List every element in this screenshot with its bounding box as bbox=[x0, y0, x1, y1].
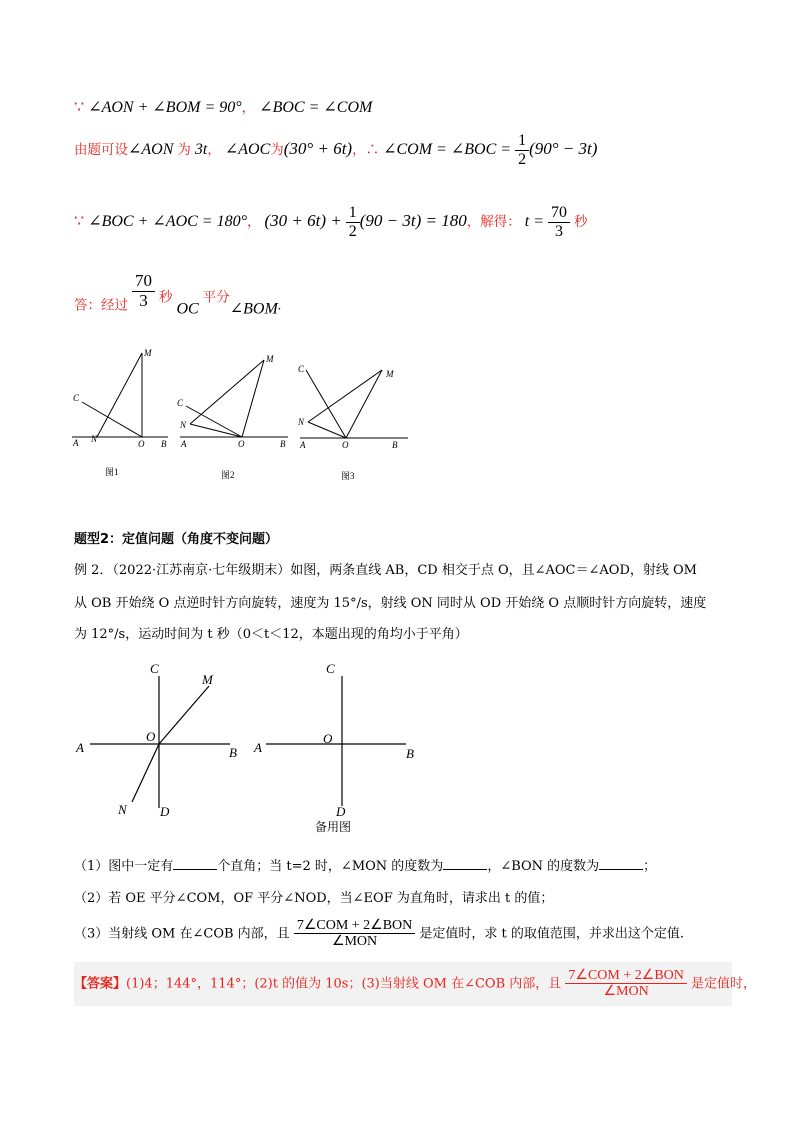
denominator: ∠MON bbox=[331, 934, 378, 950]
text: ，解得： bbox=[466, 213, 521, 229]
fig1-ray-oc bbox=[82, 402, 142, 437]
fraction bbox=[548, 204, 570, 240]
text: 是定值时，求 t 的取值范围，并求出这个定值. bbox=[419, 926, 685, 942]
spare-label-b: B bbox=[406, 746, 414, 761]
label-n: N bbox=[118, 802, 127, 817]
ray-om bbox=[159, 686, 209, 744]
numerator: 70 bbox=[132, 272, 155, 292]
spare-caption: 备用图 bbox=[315, 820, 352, 834]
fig-label: O bbox=[238, 439, 245, 449]
answer-blank[interactable] bbox=[173, 857, 217, 870]
fraction bbox=[294, 918, 415, 950]
fig2-ray-oc bbox=[186, 406, 242, 437]
numerator: 7∠COM + 2∠BON bbox=[294, 918, 415, 934]
math: ∠BOM bbox=[229, 300, 278, 318]
fig-label: O bbox=[342, 440, 349, 450]
fig3-caption: 图3 bbox=[341, 471, 355, 481]
fig3-line-mn bbox=[308, 370, 382, 422]
label-b: B bbox=[229, 745, 237, 760]
equation: ∠BOC = ∠COM bbox=[259, 99, 373, 116]
answer-blank[interactable] bbox=[443, 857, 487, 870]
denominator: ∠MON bbox=[603, 984, 649, 1000]
fig2-ray-om bbox=[242, 360, 264, 437]
text: （1）图中一定有 bbox=[74, 859, 174, 874]
example-line-2: 从 OB 开始绕 O 点逆时针方向旋转，速度为 15°/s，射线 ON 同时从 OD 开始绕 O 点顺时针方向旋转，速度 bbox=[74, 596, 707, 611]
answer-text: 是定值时， bbox=[691, 976, 757, 992]
numerator: 7∠COM + 2∠BON bbox=[565, 968, 686, 984]
text: ， bbox=[207, 141, 221, 157]
solution-line-3 bbox=[74, 204, 588, 240]
fig-label: N bbox=[298, 417, 305, 427]
fig-label: A bbox=[181, 439, 187, 449]
question-2: （2）若 OE 平分∠COM，OF 平分∠NOD，当∠EOF 为直角时，请求出 t 的值； bbox=[74, 891, 554, 906]
fig-label: M bbox=[266, 354, 274, 364]
math: (30 + 6t) + bbox=[264, 210, 342, 230]
text: 为 bbox=[177, 141, 191, 157]
ray-on bbox=[132, 744, 159, 802]
fig3-ray-on bbox=[308, 422, 346, 438]
label-m: M bbox=[202, 672, 213, 687]
fig-label: C bbox=[298, 364, 305, 374]
math: 3t bbox=[194, 140, 208, 158]
answer-blank[interactable] bbox=[599, 857, 643, 870]
figures-1-3 bbox=[60, 340, 420, 490]
fig-label: N bbox=[91, 434, 98, 444]
fraction bbox=[132, 272, 155, 310]
fig-label: C bbox=[177, 398, 184, 408]
text: 个直角；当 t=2 时，∠MON 的度数为 bbox=[217, 859, 444, 874]
fraction bbox=[515, 132, 529, 168]
text: 秒 bbox=[574, 213, 588, 229]
denominator: 3 bbox=[555, 222, 563, 240]
math: (90 − 3t) = 180 bbox=[359, 210, 467, 230]
fig1-caption: 图1 bbox=[105, 467, 119, 477]
text: 为 bbox=[270, 141, 284, 157]
text: ，∴ bbox=[352, 141, 380, 157]
label-c: C bbox=[150, 661, 159, 676]
fig-label: O bbox=[138, 439, 145, 449]
fig-label: A bbox=[73, 438, 79, 448]
because-symbol: ∵ bbox=[74, 212, 85, 230]
math: ∠COM = ∠BOC = bbox=[383, 140, 512, 158]
equation: ∠AON + ∠BOM = 90° bbox=[88, 99, 242, 116]
text: 秒 bbox=[159, 289, 173, 305]
denominator: 3 bbox=[139, 290, 148, 310]
punct: ， bbox=[241, 100, 256, 115]
math: t = bbox=[524, 212, 544, 230]
math: ∠AOC bbox=[224, 140, 271, 158]
example-figures bbox=[68, 656, 428, 836]
text: ，∠BON 的度数为 bbox=[487, 859, 600, 874]
answer-line bbox=[74, 968, 756, 1000]
numerator: 1 bbox=[346, 204, 360, 223]
fig3-ray-oc bbox=[306, 370, 346, 438]
label-d: D bbox=[160, 804, 170, 819]
question-1 bbox=[74, 852, 656, 882]
label-o: O bbox=[146, 729, 156, 744]
fig-label: M bbox=[386, 369, 394, 379]
example-line-3: 为 12°/s，运动时间为 t 秒（0＜t＜12，本题出现的角均小于平角） bbox=[74, 627, 468, 642]
fig-label: C bbox=[73, 393, 80, 403]
text: ； bbox=[643, 859, 657, 874]
spare-label-o: O bbox=[323, 731, 333, 746]
fig-label: M bbox=[144, 348, 152, 358]
fig-label: A bbox=[300, 440, 306, 450]
text: 答：经过 bbox=[74, 297, 128, 313]
math: (90° − 3t) bbox=[529, 138, 598, 158]
fig2-caption: 图2 bbox=[221, 470, 235, 480]
math: ∠BOC + ∠AOC = 180° bbox=[88, 212, 247, 230]
question-3 bbox=[74, 918, 684, 950]
spare-label-a: A bbox=[254, 740, 262, 755]
text: 平分 bbox=[202, 289, 230, 305]
text: （3）当射线 OM 在∠COB 内部，且 bbox=[74, 926, 290, 942]
text: 由题可设 bbox=[74, 141, 128, 157]
fig2-ray-on bbox=[190, 424, 242, 437]
spare-label-c: C bbox=[326, 661, 335, 676]
math: ∠AON bbox=[128, 140, 174, 158]
numerator: 1 bbox=[515, 132, 529, 151]
section-heading: 题型2：定值问题（角度不变问题） bbox=[74, 532, 279, 547]
fig-label: N bbox=[180, 420, 187, 430]
text: . bbox=[277, 297, 282, 313]
fraction bbox=[346, 204, 360, 240]
solution-line-2 bbox=[74, 132, 597, 168]
fig-label: B bbox=[161, 439, 167, 449]
example-line-1: 例 2．（2022·江苏南京·七年级期末）如图，两条直线 AB，CD 相交于点 O，且∠AOC＝∠AOD，射线 OM bbox=[74, 563, 697, 578]
because-symbol: ∵ bbox=[74, 99, 85, 116]
fig-label: B bbox=[392, 440, 398, 450]
math: OC bbox=[176, 300, 199, 318]
text: ， bbox=[247, 213, 261, 229]
spare-label-d: D bbox=[336, 804, 346, 819]
math: (30° + 6t) bbox=[283, 138, 353, 158]
answer-label: 【答案】 bbox=[74, 976, 127, 992]
denominator: 2 bbox=[518, 150, 527, 168]
answer-text: (1)4；144°，114°；(2)t 的值为 10s；(3)当射线 OM 在∠COB 内部，且 bbox=[126, 976, 562, 992]
fraction bbox=[565, 968, 686, 1000]
label-a: A bbox=[76, 740, 84, 755]
numerator: 70 bbox=[548, 204, 570, 223]
fig3-ray-om bbox=[346, 370, 382, 438]
fig-label: B bbox=[280, 439, 286, 449]
answer-line bbox=[74, 272, 281, 319]
solution-line-1 bbox=[74, 96, 372, 117]
denominator: 2 bbox=[348, 222, 357, 240]
